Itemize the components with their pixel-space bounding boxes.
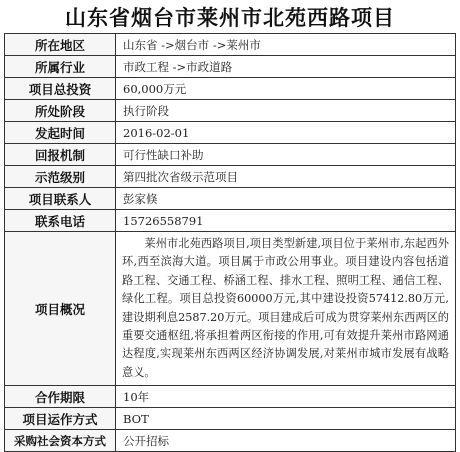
table-row-demo-level: [5, 166, 456, 188]
row-value: 可行性缺口补助: [116, 144, 456, 166]
table-row-region: [5, 34, 456, 56]
row-label: 项目联系人: [5, 188, 116, 210]
row-label: 所处阶段: [5, 100, 116, 122]
page-title: 山东省烟台市莱州市北苑西路项目: [65, 5, 395, 30]
row-label: 合作期限: [5, 386, 116, 408]
table-row-overview: [5, 232, 456, 386]
row-value: 2016-02-01: [116, 122, 456, 144]
row-value: 执行阶段: [116, 100, 456, 122]
row-label: 项目运作方式: [5, 408, 116, 430]
table-row-term: [5, 386, 456, 408]
row-value: 15726558791: [116, 210, 456, 232]
table-row-total-investment: [5, 78, 456, 100]
row-value: 第四批次省级示范项目: [116, 166, 456, 188]
row-value-overview: 莱州市北苑西路项目,项目类型新建,项目位于莱州市,东起西外环,西至滨海大道。项目属于市政公用事业。项目建设内容包括道路工程、交通工程、桥涵工程、排水工程、照明工程、通信工程、绿化工程。项目总投资60000万元,其中建设投资57412.80万元,建设期利息2587.20万元。项目建成后可成为贯穿莱州东西两区的重要交通枢纽,将承担着两区衔接的作用,可有效提升莱州市路网通达程度,实现莱州东西两区经济协调发展,对莱州市城市发展有战略意义。: [116, 232, 456, 386]
row-label: 项目概况: [5, 232, 116, 386]
row-label: 回报机制: [5, 144, 116, 166]
row-label: 联系电话: [5, 210, 116, 232]
table-row-contact: [5, 188, 456, 210]
row-value: 市政工程 ->市政道路: [116, 56, 456, 78]
row-label: 所在地区: [5, 34, 116, 56]
table-row-operation-mode: [5, 408, 456, 430]
row-value: BOT: [116, 408, 456, 430]
row-label: 示范级别: [5, 166, 116, 188]
table-row-phone: [5, 210, 456, 232]
row-label: 项目总投资: [5, 78, 116, 100]
row-label: 发起时间: [5, 122, 116, 144]
row-value: 60,000万元: [116, 78, 456, 100]
row-label: 所属行业: [5, 56, 116, 78]
table-row-start-date: [5, 122, 456, 144]
row-value: 10年: [116, 386, 456, 408]
table-row-industry: [5, 56, 456, 78]
table-row-procurement: [5, 430, 456, 452]
row-value: 公开招标: [116, 430, 456, 452]
row-value: 彭家倏: [116, 188, 456, 210]
project-info-table: [4, 33, 456, 452]
row-value: 山东省 ->烟台市 ->莱州市: [116, 34, 456, 56]
table-row-return-mechanism: [5, 144, 456, 166]
row-label: 采购社会资本方式: [5, 430, 116, 452]
table-row-stage: [5, 100, 456, 122]
